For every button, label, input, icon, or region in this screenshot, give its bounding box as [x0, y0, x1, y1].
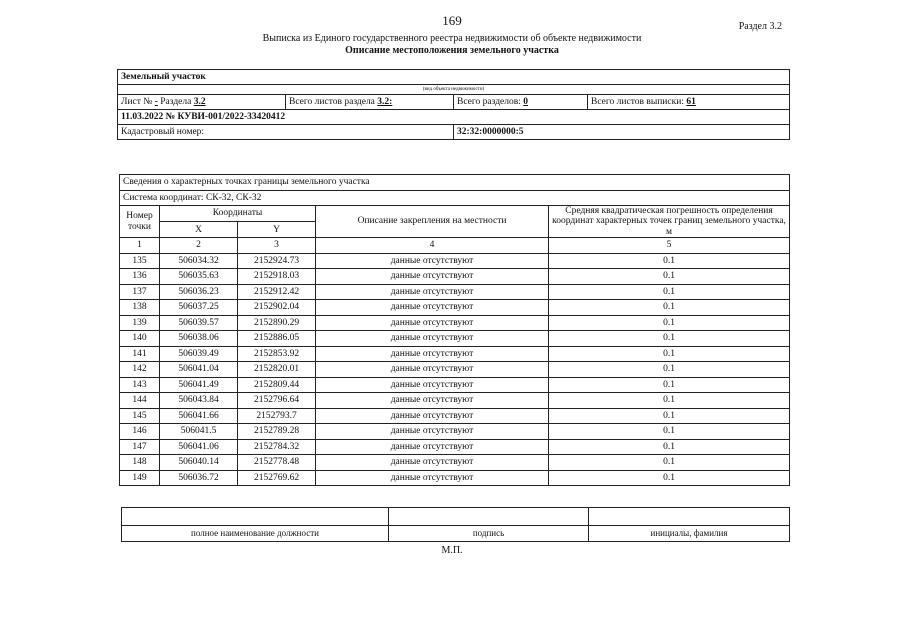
sheet-label: Лист №	[121, 96, 153, 107]
sheet-cell	[118, 95, 286, 110]
cell-y: 2152886.05	[238, 331, 316, 347]
header-y: Y	[238, 222, 316, 238]
header-x: X	[160, 222, 238, 238]
position-caption: полное наименование должности	[122, 526, 389, 542]
cell-desc: данные отсутствуют	[316, 269, 549, 285]
section-number-value: 3.2	[193, 96, 206, 107]
cell-desc: данные отсутствуют	[316, 470, 549, 486]
cell-n: 140	[120, 331, 160, 347]
boundary-points-table	[119, 174, 790, 486]
cell-y: 2152853.92	[238, 346, 316, 362]
cell-y: 2152890.29	[238, 315, 316, 331]
cell-desc: данные отсутствуют	[316, 331, 549, 347]
cell-n: 138	[120, 300, 160, 316]
cell-desc: данные отсутствуют	[316, 455, 549, 471]
table-row	[120, 393, 790, 409]
cell-desc: данные отсутствуют	[316, 408, 549, 424]
cell-err: 0.1	[549, 455, 790, 471]
table-row	[120, 253, 790, 269]
total-sheets-label: Всего листов выписки:	[591, 96, 684, 107]
cell-n: 136	[120, 269, 160, 285]
cell-y: 2152769.62	[238, 470, 316, 486]
total-sections-cell	[454, 95, 588, 110]
total-sections-value: 0	[523, 96, 529, 107]
cell-x: 506036.23	[160, 284, 238, 300]
cell-desc: данные отсутствуют	[316, 362, 549, 378]
cell-desc: данные отсутствуют	[316, 284, 549, 300]
cell-n: 142	[120, 362, 160, 378]
cell-x: 506041.5	[160, 424, 238, 440]
cell-x: 506041.06	[160, 439, 238, 455]
header-coordinates: Координаты	[160, 206, 316, 222]
cell-x: 506035.63	[160, 269, 238, 285]
col-number: 3	[238, 238, 316, 254]
header-point-no: Номер точки	[120, 206, 160, 238]
table-row	[120, 284, 790, 300]
total-sheets-cell	[588, 95, 790, 110]
cell-y: 2152918.03	[238, 269, 316, 285]
total-sheets-section-label: Всего листов раздела	[289, 96, 375, 107]
col-number: 1	[120, 238, 160, 254]
cell-err: 0.1	[549, 284, 790, 300]
cell-err: 0.1	[549, 424, 790, 440]
cell-x: 506037.25	[160, 300, 238, 316]
signature-table	[121, 507, 790, 542]
section-number-label: Раздела	[160, 96, 192, 107]
table-row	[120, 455, 790, 471]
cell-err: 0.1	[549, 408, 790, 424]
cell-y: 2152789.28	[238, 424, 316, 440]
table-row	[120, 424, 790, 440]
cell-n: 143	[120, 377, 160, 393]
object-info-table	[117, 69, 790, 140]
cell-y: 2152820.01	[238, 362, 316, 378]
cell-desc: данные отсутствуют	[316, 377, 549, 393]
total-sheets-section-cell	[286, 95, 454, 110]
signature-field	[389, 508, 589, 526]
cell-x: 506040.14	[160, 455, 238, 471]
cell-x: 506039.57	[160, 315, 238, 331]
total-sheets-value: 61	[686, 96, 696, 107]
cell-err: 0.1	[549, 300, 790, 316]
cell-err: 0.1	[549, 315, 790, 331]
cadastral-label: Кадастровый номер:	[118, 125, 454, 140]
table-row	[120, 439, 790, 455]
cell-n: 141	[120, 346, 160, 362]
points-title: Сведения о характерных точках границы земельного участка	[120, 175, 790, 191]
table-row	[120, 470, 790, 486]
cell-x: 506041.49	[160, 377, 238, 393]
cell-y: 2152924.73	[238, 253, 316, 269]
cell-err: 0.1	[549, 269, 790, 285]
cell-err: 0.1	[549, 346, 790, 362]
total-sheets-section-value: 3.2:	[377, 96, 393, 107]
cell-desc: данные отсутствуют	[316, 300, 549, 316]
cell-err: 0.1	[549, 253, 790, 269]
position-field	[122, 508, 389, 526]
cell-n: 139	[120, 315, 160, 331]
cell-n: 137	[120, 284, 160, 300]
table-row	[120, 269, 790, 285]
cell-desc: данные отсутствуют	[316, 424, 549, 440]
cell-x: 506041.66	[160, 408, 238, 424]
cell-n: 148	[120, 455, 160, 471]
cell-x: 506036.72	[160, 470, 238, 486]
col-number: 4	[316, 238, 549, 254]
initials-field	[589, 508, 790, 526]
cell-y: 2152809.44	[238, 377, 316, 393]
cell-y: 2152902.04	[238, 300, 316, 316]
table-row	[120, 408, 790, 424]
cell-err: 0.1	[549, 331, 790, 347]
table-row	[120, 362, 790, 378]
cell-y: 2152784.32	[238, 439, 316, 455]
document-title: Выписка из Единого государственного реестра недвижимости об объекте недвижимости	[262, 33, 642, 44]
cell-y: 2152778.48	[238, 455, 316, 471]
object-type-note: (вид объекта недвижимости)	[118, 85, 790, 95]
cell-desc: данные отсутствуют	[316, 253, 549, 269]
cell-n: 145	[120, 408, 160, 424]
cell-err: 0.1	[549, 377, 790, 393]
object-type: Земельный участок	[118, 70, 790, 85]
cell-y: 2152796.64	[238, 393, 316, 409]
col-number: 2	[160, 238, 238, 254]
cell-desc: данные отсутствуют	[316, 439, 549, 455]
signature-caption: подпись	[389, 526, 589, 542]
cadastral-value: 32:32:0000000:5	[454, 125, 790, 140]
coord-system: Система координат: СК-32, СК-32	[120, 190, 790, 206]
cell-n: 146	[120, 424, 160, 440]
cell-x: 506041.04	[160, 362, 238, 378]
page-number: 169	[442, 13, 462, 28]
table-row	[120, 377, 790, 393]
cell-desc: данные отсутствуют	[316, 346, 549, 362]
total-sections-label: Всего разделов:	[457, 96, 521, 107]
cell-err: 0.1	[549, 470, 790, 486]
cell-y: 2152912.42	[238, 284, 316, 300]
cell-n: 144	[120, 393, 160, 409]
cell-desc: данные отсутствуют	[316, 315, 549, 331]
cell-n: 147	[120, 439, 160, 455]
sheet-value: -	[154, 96, 158, 107]
cell-x: 506038.06	[160, 331, 238, 347]
table-row	[120, 315, 790, 331]
cell-y: 2152793.7	[238, 408, 316, 424]
cell-err: 0.1	[549, 439, 790, 455]
document-subtitle: Описание местоположения земельного участка	[345, 45, 559, 56]
section-label: Раздел 3.2	[738, 21, 782, 32]
stamp-label: М.П.	[441, 545, 463, 556]
cell-desc: данные отсутствуют	[316, 393, 549, 409]
table-row	[120, 300, 790, 316]
header-error: Средняя квадратическая погрешность определения координат характерных точек границ земельного участка, м	[549, 206, 790, 238]
cell-x: 506043.84	[160, 393, 238, 409]
col-number: 5	[549, 238, 790, 254]
cell-n: 149	[120, 470, 160, 486]
cell-x: 506039.49	[160, 346, 238, 362]
date-number: 11.03.2022 № КУВИ-001/2022-33420412	[118, 110, 790, 125]
header-description: Описание закрепления на местности	[316, 206, 549, 238]
table-row	[120, 346, 790, 362]
cell-err: 0.1	[549, 393, 790, 409]
table-row	[120, 331, 790, 347]
cell-err: 0.1	[549, 362, 790, 378]
cell-x: 506034.32	[160, 253, 238, 269]
cell-n: 135	[120, 253, 160, 269]
initials-caption: инициалы, фамилия	[589, 526, 790, 542]
